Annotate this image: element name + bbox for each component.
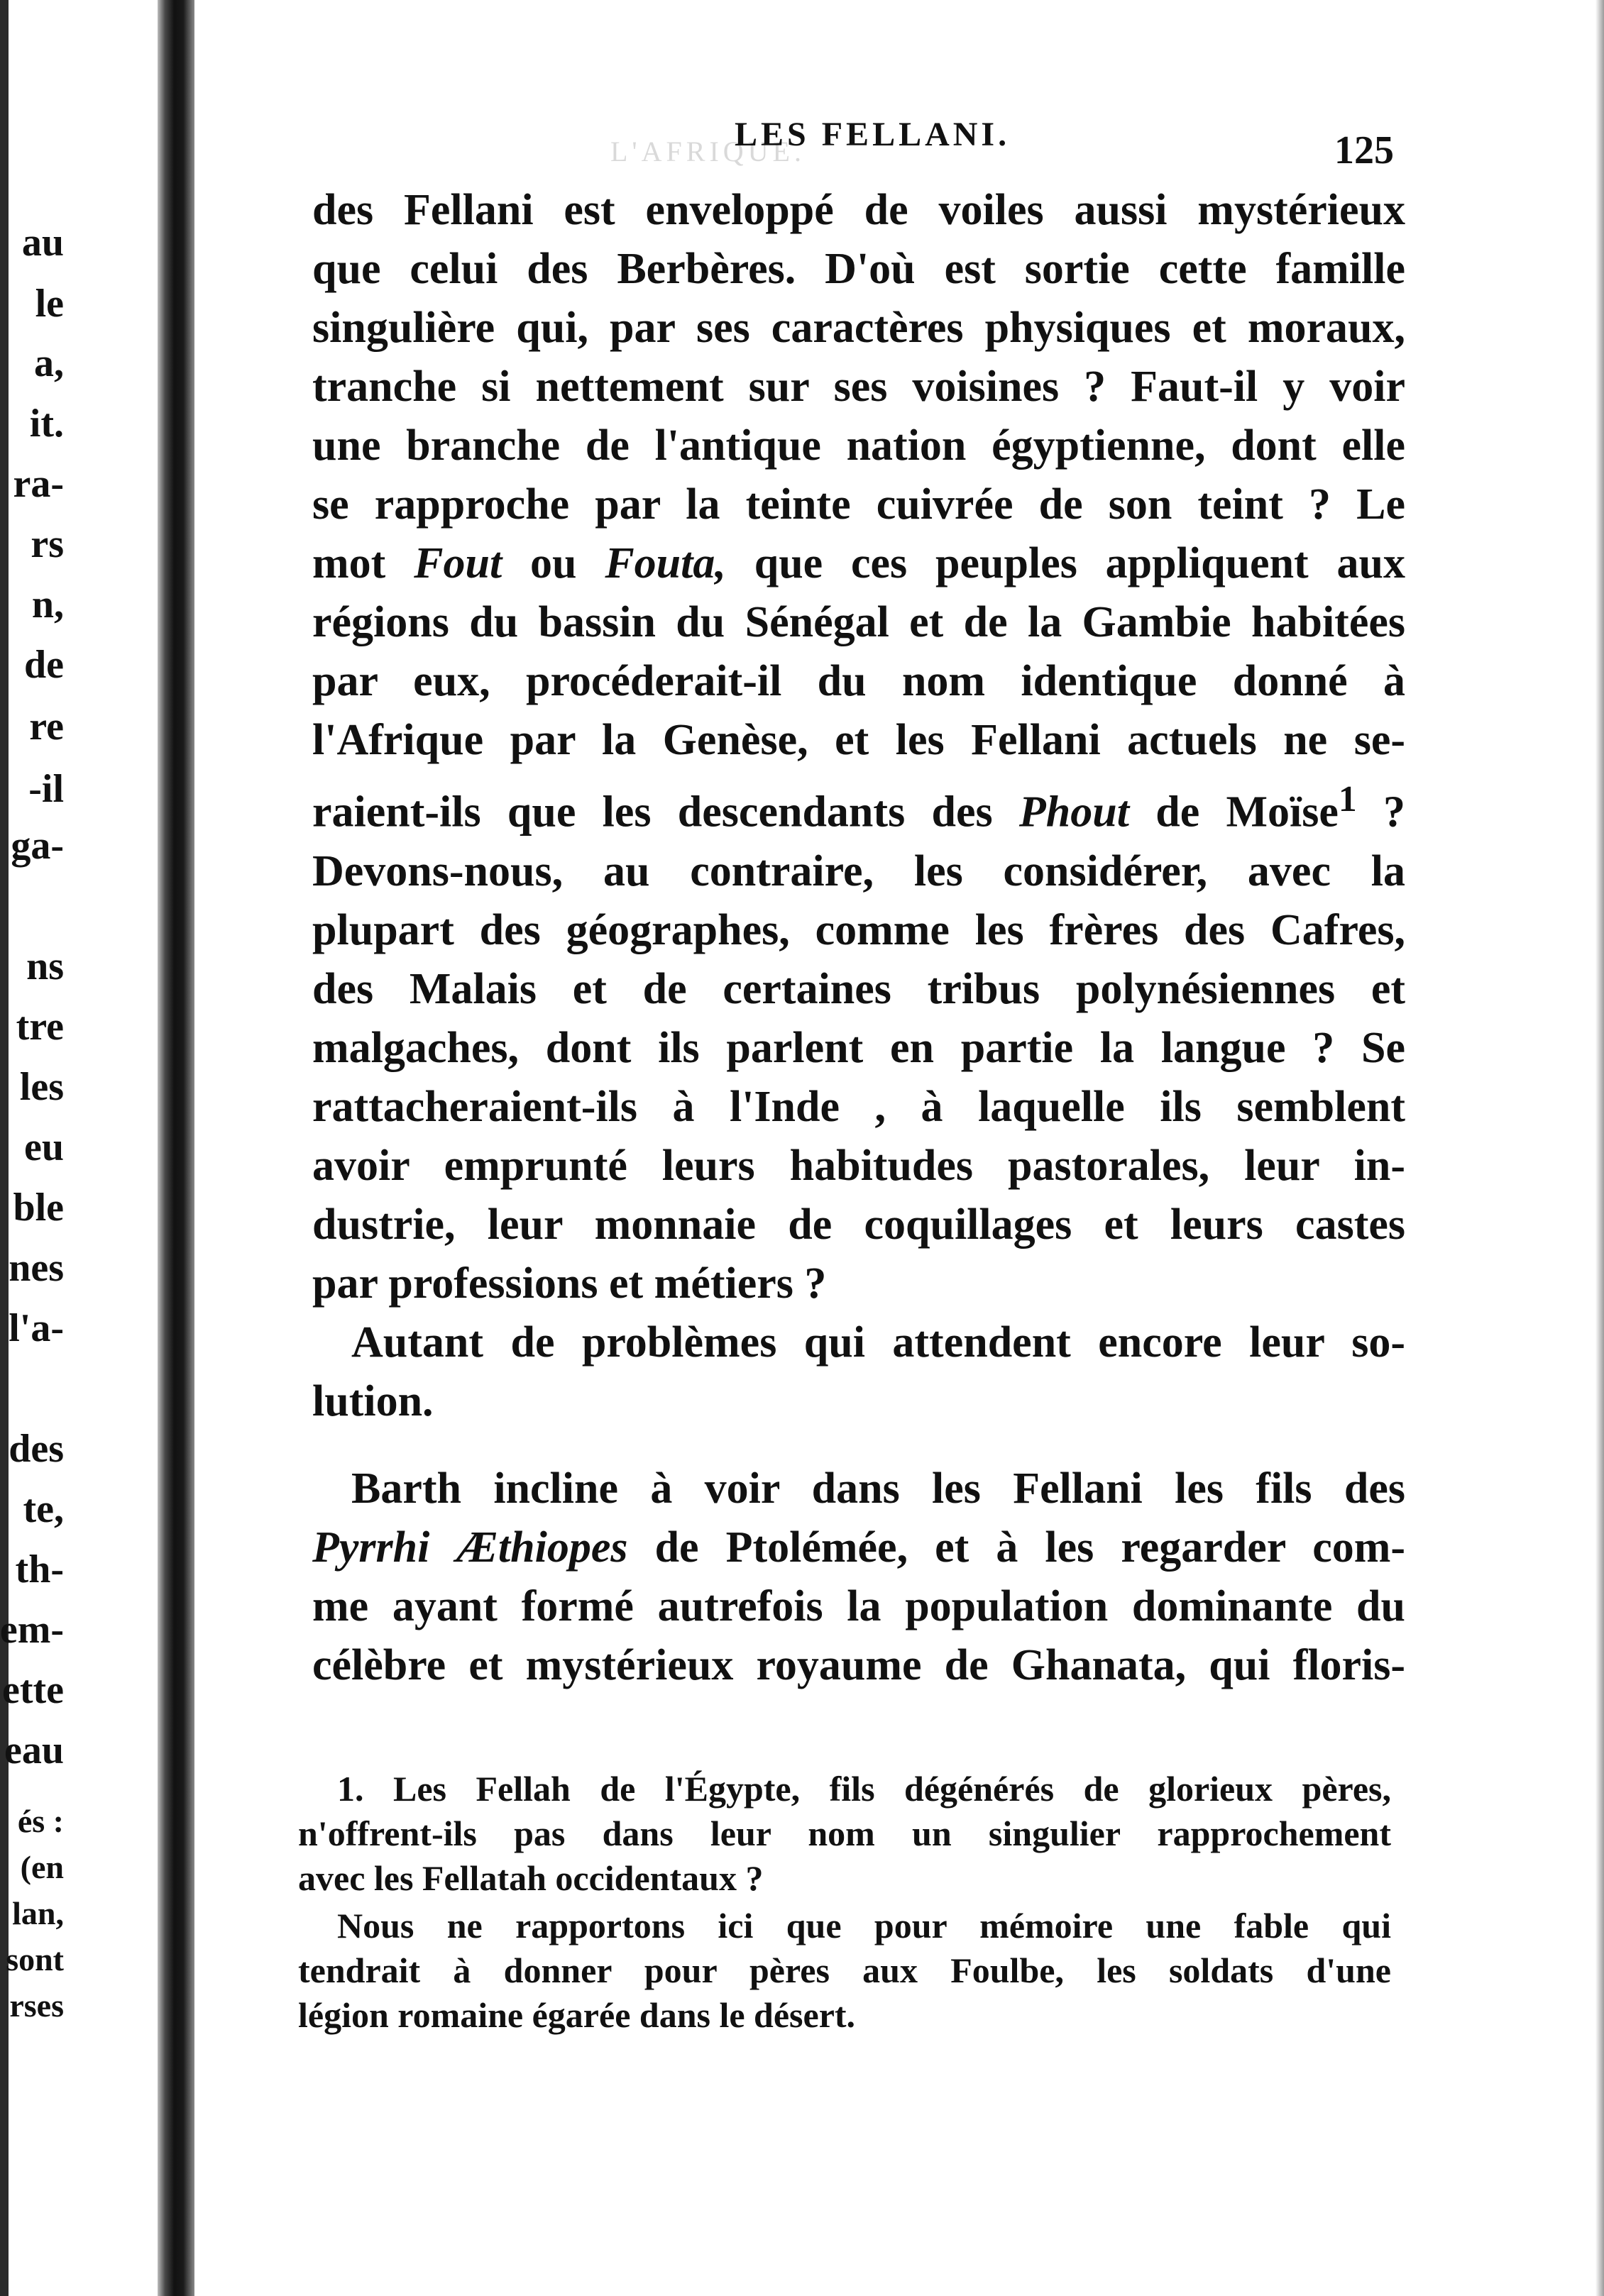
text-line: par professions et métiers ? (312, 1259, 827, 1308)
left-fragment: l'a- (9, 1306, 64, 1350)
left-fragment: nes (9, 1246, 64, 1290)
text-line: célèbre et mystérieux royaume de Ghanata, qui floris- (312, 1640, 1405, 1689)
left-fragment: és : (17, 1803, 64, 1839)
text-line: Barth incline à voir dans les Fellani les fils des (351, 1464, 1405, 1513)
italic-term: Fout (414, 539, 502, 587)
text-line: tranche si nettement sur ses voisines ? Faut-il y voir (312, 363, 1405, 411)
left-fragment: le (35, 282, 64, 326)
text-line: l'Afrique par la Genèse, et les Fellani actuels ne se- (312, 716, 1405, 764)
text-line: dustrie, leur monnaie de coquillages et leurs castes (312, 1200, 1405, 1249)
left-fragment: sont (6, 1941, 64, 1977)
left-fragment: eau (4, 1728, 64, 1772)
text-line: par eux, procéderait-il du nom identique donné à (312, 657, 1405, 705)
left-fragment: ette (1, 1668, 64, 1712)
text-line: Autant de problèmes qui attendent encore leur so- (351, 1318, 1405, 1367)
text-run: mot (312, 539, 386, 587)
left-fragment: lan, (12, 1895, 64, 1931)
left-fragment: rses (9, 1987, 64, 2024)
left-fragment: (en (20, 1849, 64, 1885)
left-fragment: de (24, 643, 64, 687)
text-line: malgaches, dont ils parlent en partie la langue ? Se (312, 1023, 1405, 1072)
left-fragment: th- (15, 1547, 64, 1591)
text-line: des Malais et de certaines tribus polynésiennes et (312, 964, 1405, 1013)
text-line: se rapproche par la teinte cuivrée de son teint ? Le (312, 480, 1405, 529)
text-line: que celui des Berbères. D'où est sortie cette famille (312, 245, 1405, 293)
text-line: plupart des géographes, comme les frères des Cafres, (312, 905, 1405, 954)
text-line: des Fellani est enveloppé de voiles aussi mystérieux (312, 186, 1405, 234)
italic-term: Phout (1018, 788, 1129, 837)
book-gutter (158, 0, 194, 2296)
left-fragment: -il (28, 767, 64, 811)
left-fragment: n, (31, 583, 64, 627)
footnote-marker: 1 (1338, 779, 1357, 819)
text-line: une branche de l'antique nation égyptienne, dont elle (312, 421, 1405, 470)
text-run: ou (530, 539, 577, 587)
left-fragment: eu (24, 1125, 64, 1169)
left-fragment: em- (0, 1608, 64, 1652)
left-fragment: a, (34, 341, 64, 385)
footnotes (298, 1767, 1391, 2038)
text-line: Devons-nous, au contraire, les considérer, avec la (312, 846, 1405, 895)
left-fragment: tre (16, 1005, 64, 1049)
page-number: 125 (1334, 128, 1394, 172)
show-through-text: L'AFRIQUE. (610, 136, 806, 167)
footnote-line: légion romaine égarée dans le désert. (298, 1995, 856, 2035)
text-run: raient-ils que les descendants des (312, 788, 993, 837)
footnote-line: n'offrent-ils pas dans leur nom un singulier rapprochement (298, 1814, 1391, 1853)
paragraph-gap (312, 1431, 1405, 1459)
text-line: me ayant formé autrefois la population dominante du (312, 1582, 1405, 1630)
left-fragment: te, (23, 1487, 64, 1531)
text-run: ? (1383, 788, 1406, 837)
text-run: de Ptolémée, et à les regarder com- (654, 1523, 1406, 1572)
left-fragment: ble (13, 1186, 64, 1230)
left-fragment: ga- (11, 824, 64, 868)
text-line (312, 770, 1405, 842)
running-head: LES FELLANI. (735, 116, 1011, 153)
left-fragment: les (19, 1065, 64, 1109)
left-fragment: rs (31, 522, 64, 566)
body-text (312, 181, 1405, 1695)
left-fragment: au (21, 221, 64, 265)
scan-right-edge (1595, 0, 1604, 2296)
italic-term: Fouta, (605, 539, 726, 587)
text-line: régions du bassin du Sénégal et de la Gambie habitées (312, 598, 1405, 646)
text-line (312, 1518, 1405, 1577)
text-line: lution. (312, 1376, 434, 1425)
footnote-line: tendrait à donner pour pères aux Foulbe, les soldats d'une (298, 1950, 1391, 1990)
text-line: avoir emprunté leurs habitudes pastorales, leur in- (312, 1141, 1405, 1190)
left-fragment: des (9, 1427, 64, 1471)
footnote-line: 1. Les Fellah de l'Égypte, fils dégénérés de glorieux pères, (337, 1769, 1391, 1809)
text-run: de Moïse (1155, 788, 1339, 837)
left-fragment: it. (29, 402, 64, 446)
left-fragment: ra- (13, 462, 64, 506)
left-fragment: ns (26, 944, 64, 988)
left-fragment: re (29, 705, 64, 749)
text-line: singulière qui, par ses caractères physiques et moraux, (312, 304, 1405, 352)
text-line (312, 534, 1405, 593)
footnote-line: Nous ne rapportons ici que pour mémoire une fable qui (337, 1906, 1391, 1945)
footnote-line: avec les Fellatah occidentaux ? (298, 1858, 764, 1898)
italic-term: Pyrrhi Æthiopes (312, 1523, 628, 1572)
text-run: que ces peuples appliquent aux (754, 539, 1406, 587)
text-line: rattacheraient-ils à l'Inde , à laquelle ils semblent (312, 1082, 1405, 1131)
